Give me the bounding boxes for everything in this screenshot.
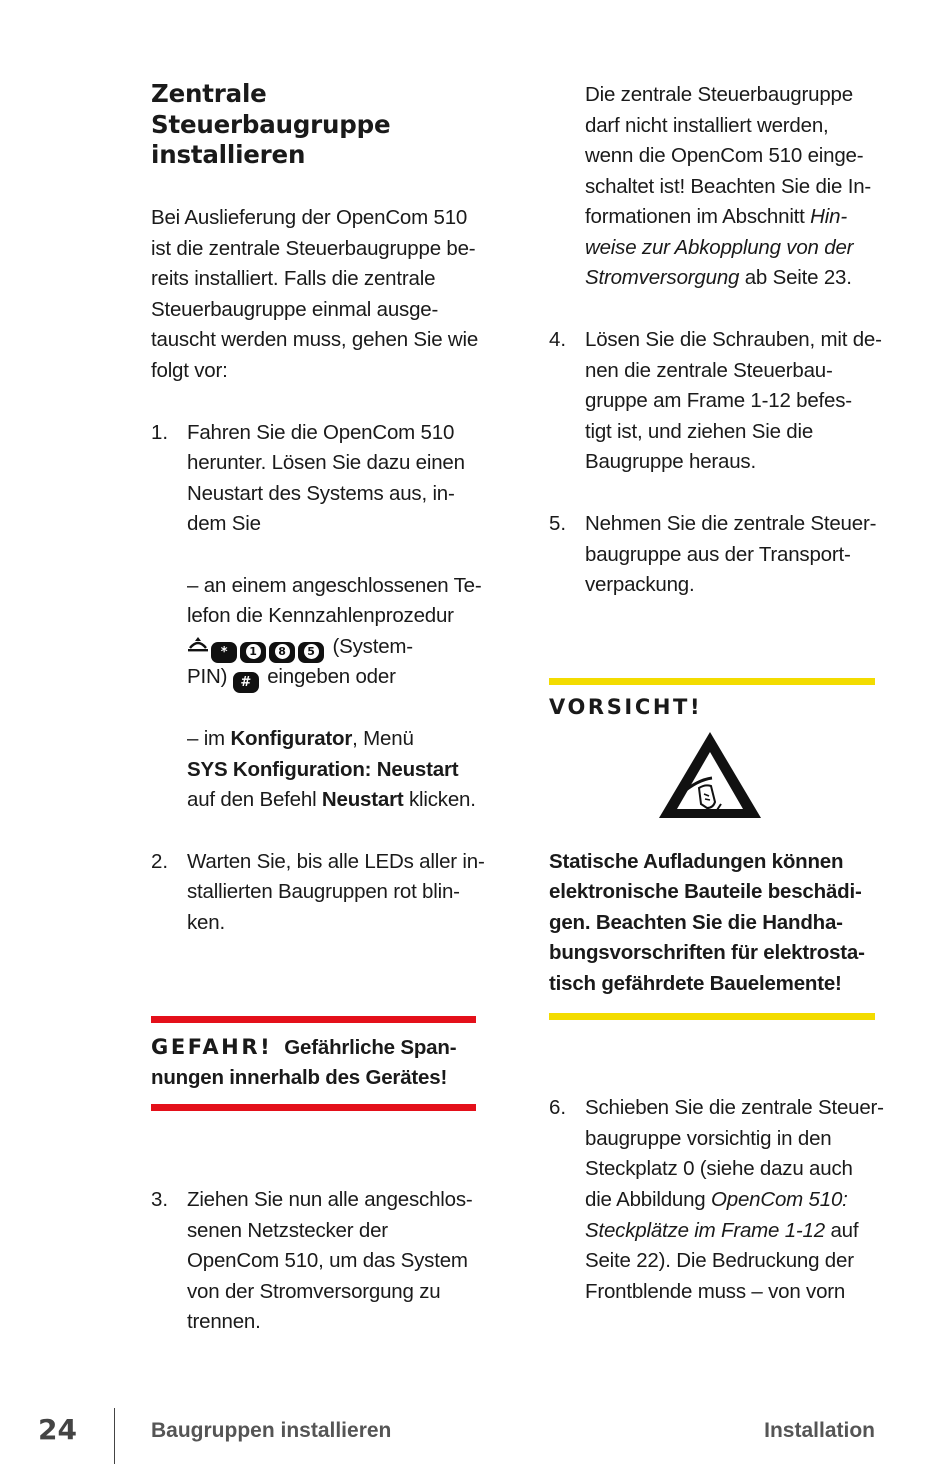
configurator-line: – im Konfigurator, Menü [187,727,414,750]
footer-chapter-title: Installation [764,1419,875,1442]
danger-bottom-bar [151,1104,476,1111]
command-line: auf den Befehl Neustart klicken. [187,788,476,811]
caution-top-bar [549,678,875,685]
key-sequence-line: * 1 8 5 (System- [187,632,413,663]
handset-lift-icon [187,635,209,656]
footer-divider [114,1408,115,1464]
page-number: 24 [38,1413,77,1446]
danger-label: GEFAHR! [151,1035,273,1059]
five-key-icon: 5 [298,642,324,663]
section-heading: Zentrale Steuerbaugruppe installieren [151,79,391,169]
pin-line: PIN) # eingeben oder [187,662,396,693]
footer-section-title: Baugruppen installieren [151,1419,392,1442]
star-key-icon: * [211,642,237,663]
hash-key-icon: # [233,672,259,693]
eight-key-icon: 8 [269,642,295,663]
esd-warning-icon [657,730,763,820]
danger-line-1: GEFAHR! Gefährliche Span- [151,1035,457,1059]
caution-label: VORSICHT! [549,695,703,719]
danger-top-bar [151,1016,476,1023]
caution-bottom-bar [549,1013,875,1020]
one-key-icon: 1 [240,642,266,663]
